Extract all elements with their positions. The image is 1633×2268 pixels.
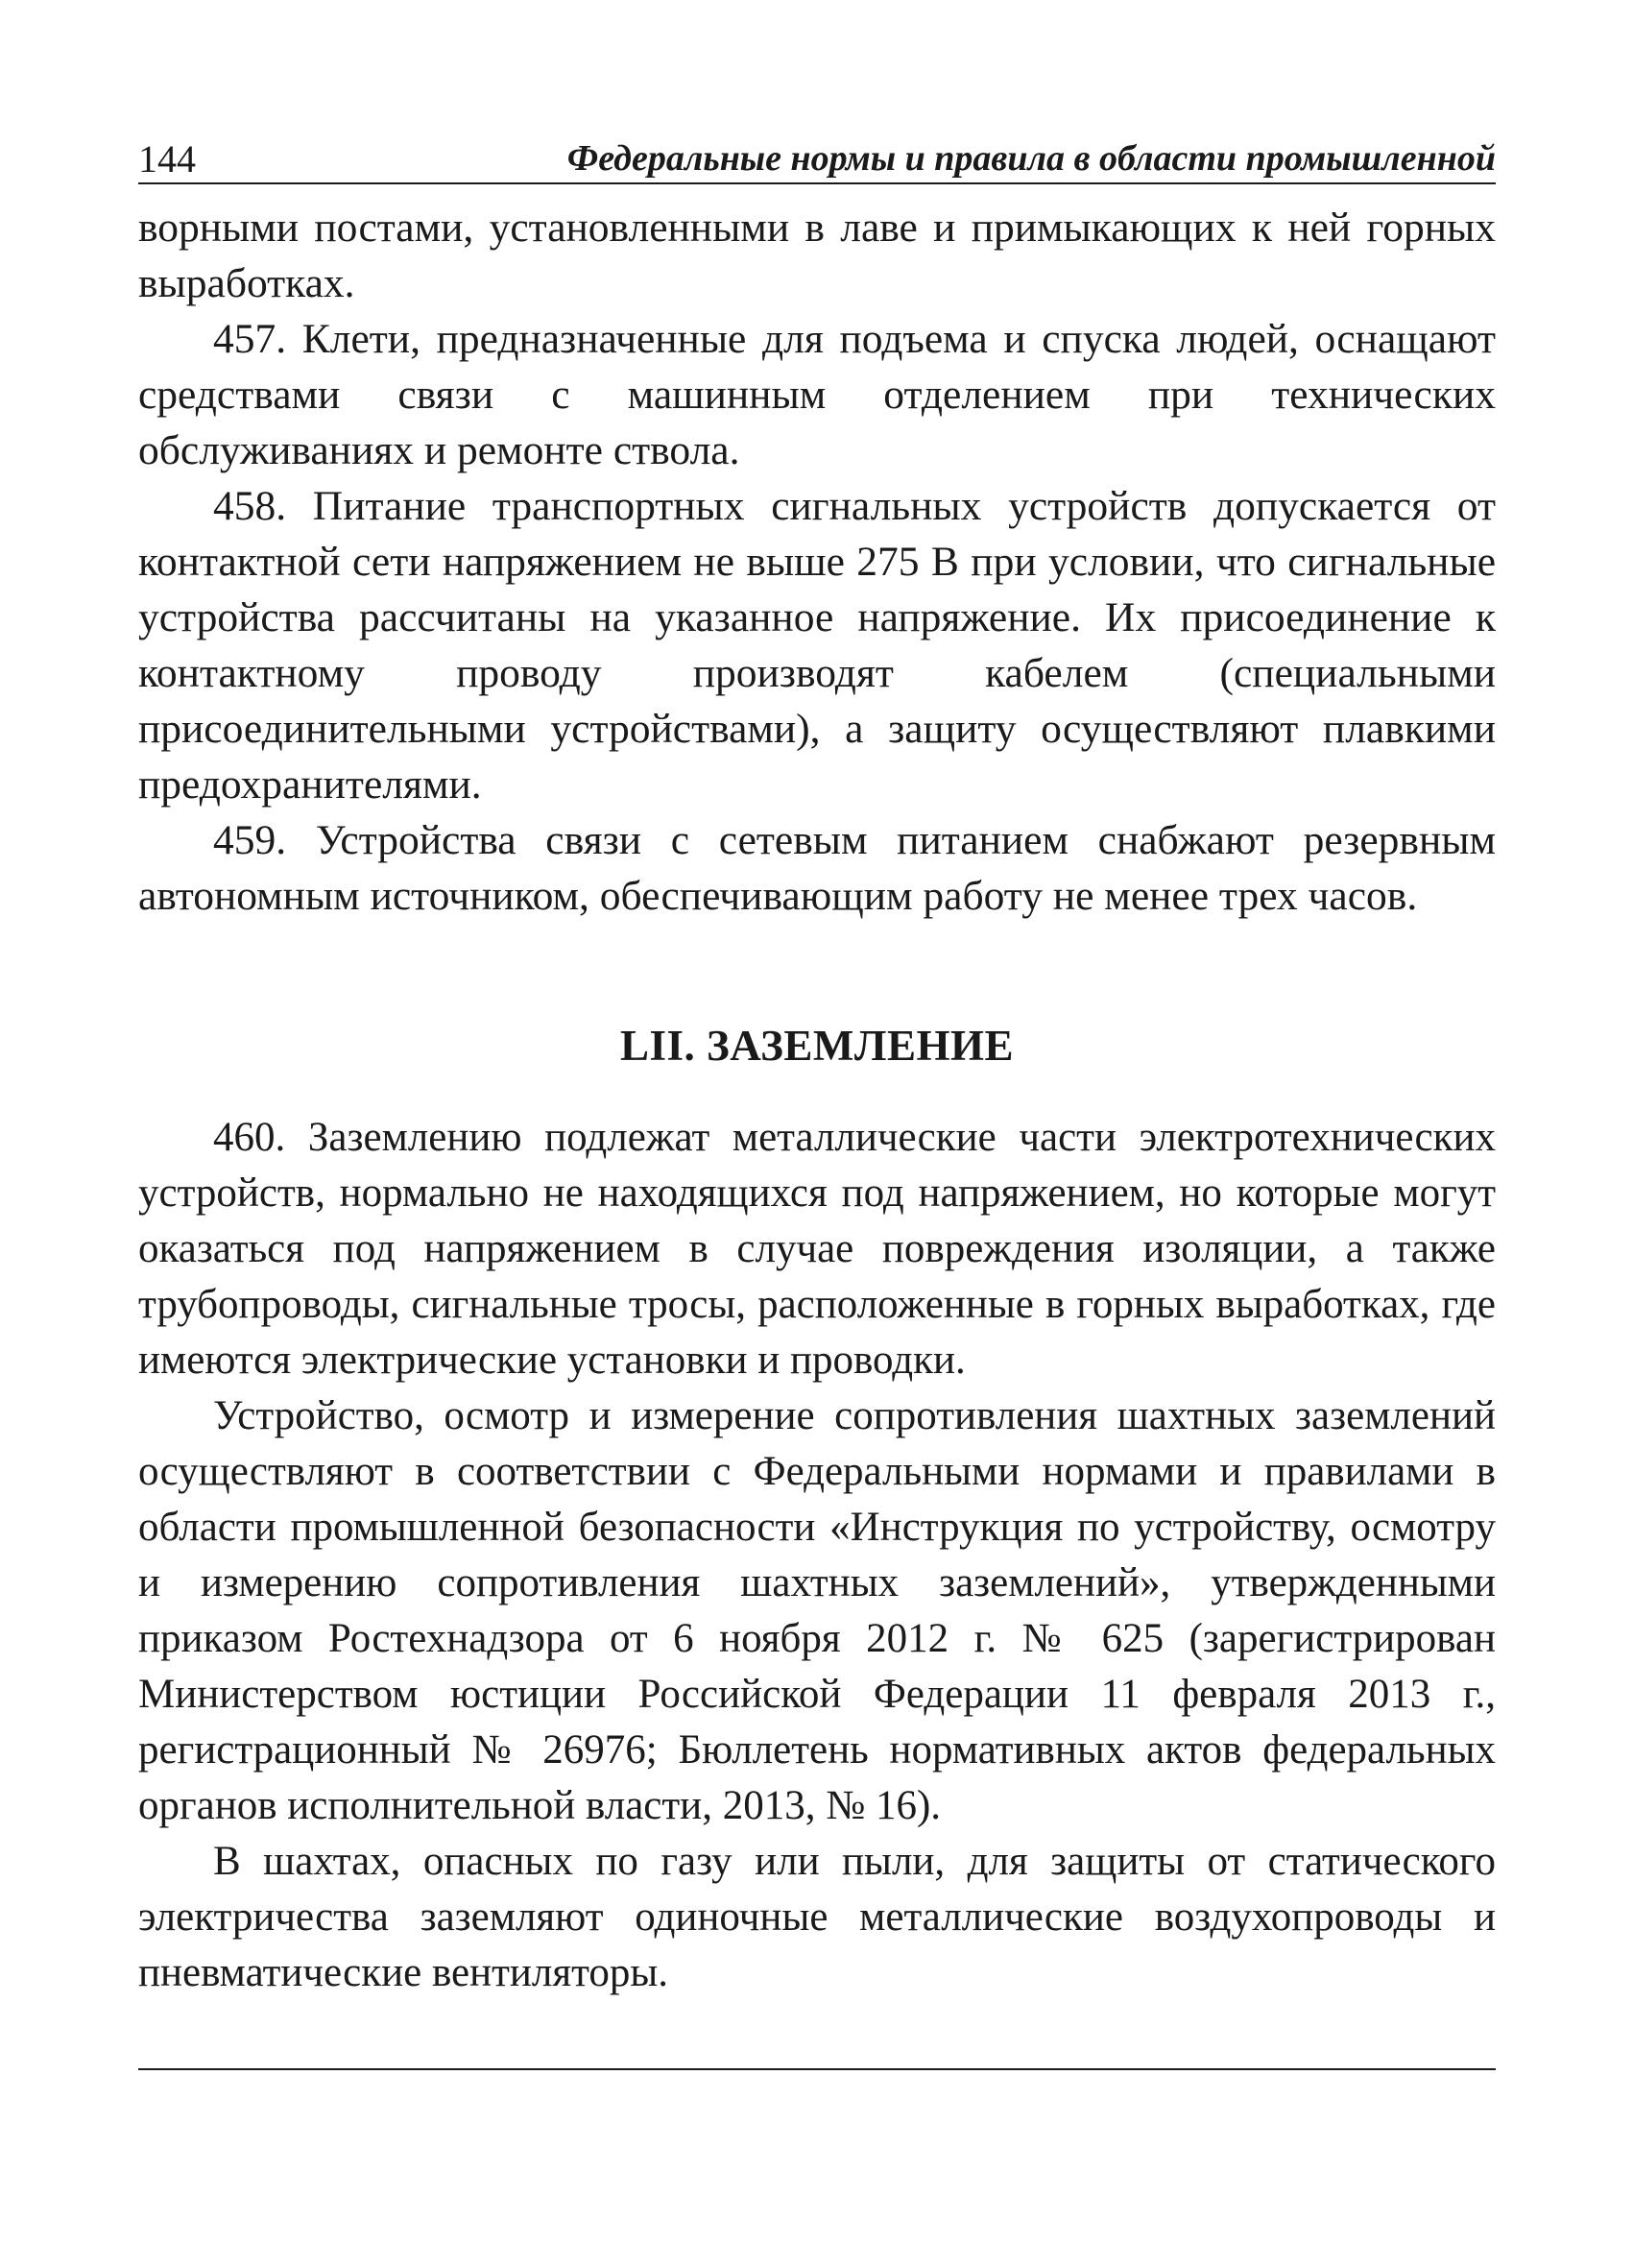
paragraph-static-protection: В шахтах, опасных по газу или пыли, для защиты от статического электричества заземляют одиночные металлические воздухопроводы и пневматические вентиляторы. [138,1839,1496,1995]
page-number: 144 [138,137,196,181]
section-heading: LII. ЗАЗЕМЛЕНИЕ [620,1022,1014,1070]
running-title: Федеральные нормы и правила в области промышленной [566,138,1496,179]
running-header [138,123,1496,184]
document-page [138,123,1496,2001]
paragraph-460: 460. Заземлению подлежат металлические части электротехнических устройств, нормально не находящихся под напряжением, но которые могут оказаться под напряжением в случае повреждения изоляции, а также трубопроводы, сигнальные тросы, расположенные в горных выработках, где имеются электрические установки и проводки. [138,1115,1496,1383]
paragraph-grounding-inspection: Устройство, осмотр и измерение сопротивления шахтных заземлений осуществляют в соответствии с Федеральными нормами и правилами в области промышленной безопасности «Инструкция по устройству, осмотру и измерению сопротивления шахтных заземлений», утвержденными приказом Ростехнадзора от 6 ноября 2012 г. № 625 (зарегистрирован Министерством юстиции Российской Федерации 11 февраля 2013 г., регистрационный № 26976; Бюллетень нормативных актов федеральных органов исполнительной власти, 2013, № 16). [138,1393,1496,1828]
paragraph-458: 458. Питание транспортных сигнальных устройств допускается от контактной сети напряжением не выше 275 В при условии, что сигнальные устройства рассчитаны на указанное напряжение. Их присоединение к контактному проводу производят кабелем (специальными присоединительными устройствами), а защиту осуществляют плавкими предохранителями. [138,483,1496,808]
paragraph-continuation: ворными постами, установленными в лаве и примыкающих к ней горных выработках. [138,205,1496,306]
paragraph-459: 459. Устройства связи с сетевым питанием снабжают резервным автономным источником, обеспечивающим работу не менее трех часов. [138,817,1496,919]
section-body [138,1110,1496,2001]
bottom-rule [138,2068,1496,2070]
paragraph-457: 457. Клети, предназначенные для подъема и спуска людей, оснащают средствами связи с машинным отделением при технических обслуживаниях и ремонте ствола. [138,316,1496,473]
body-text [138,200,1496,924]
